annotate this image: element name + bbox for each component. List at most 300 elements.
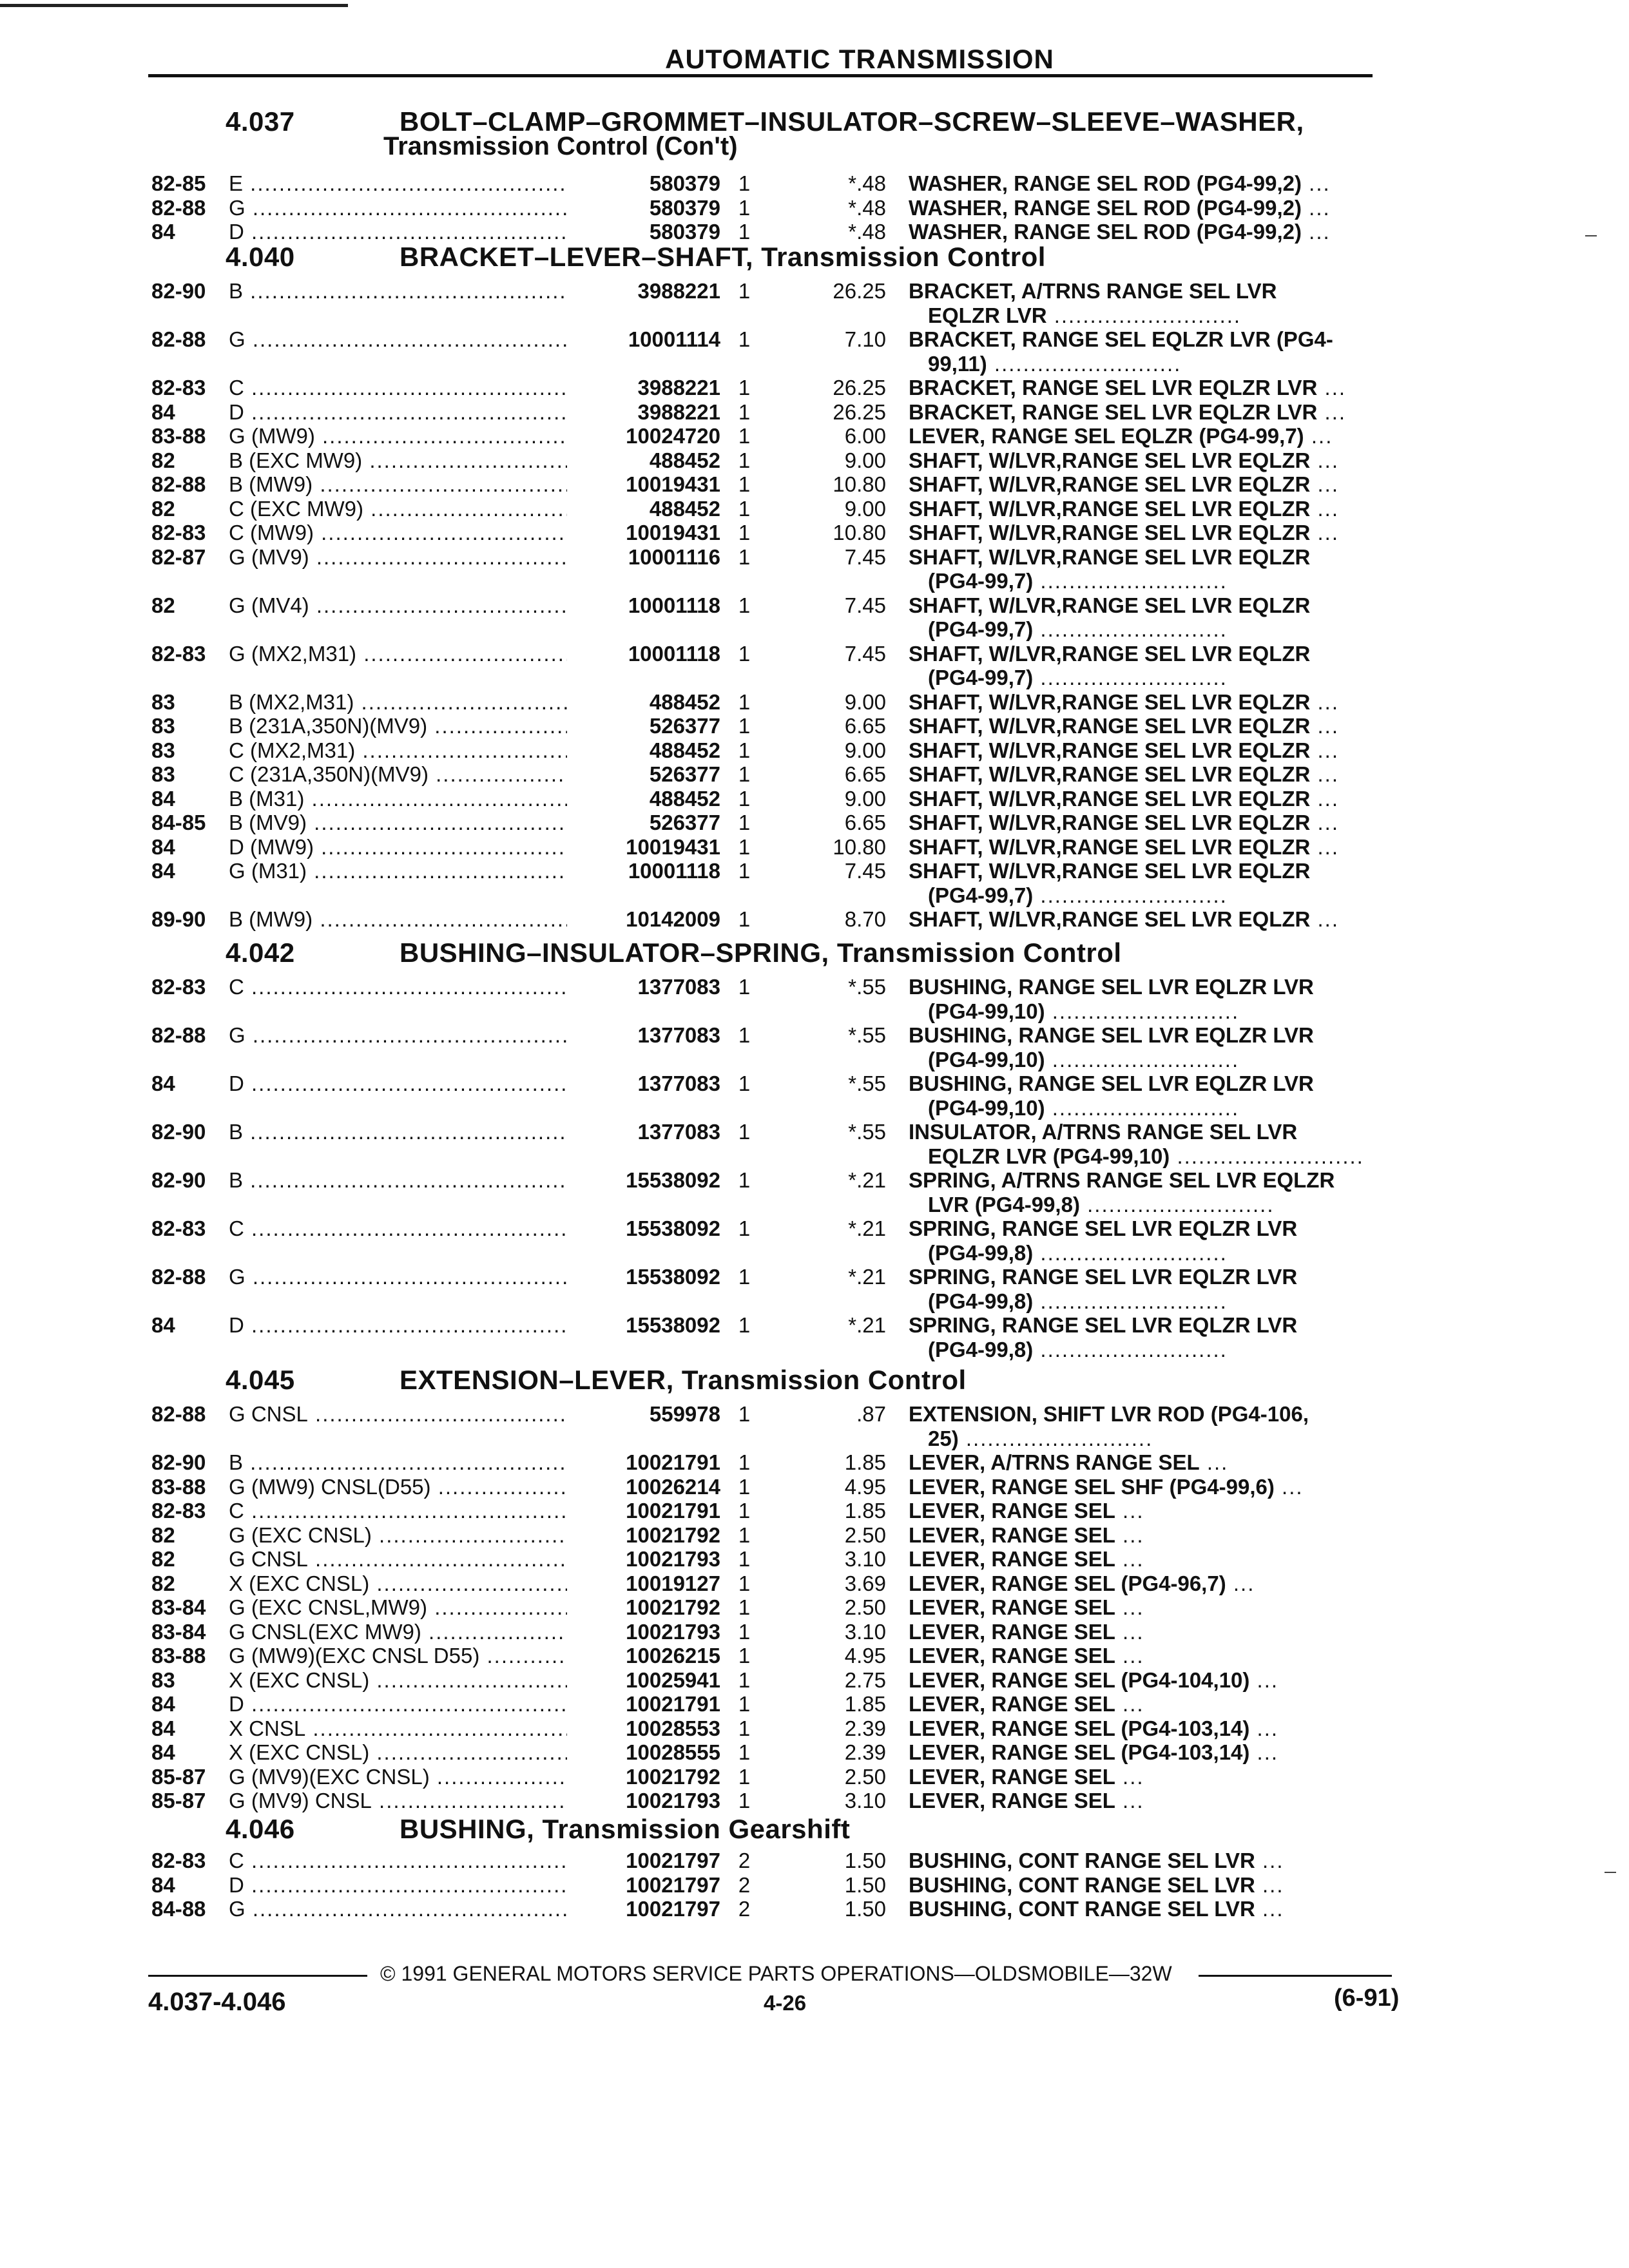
price: *.21 <box>848 1168 886 1192</box>
part-description <box>909 1595 1144 1620</box>
description-text: SPRING, RANGE SEL LVR EQLZR LVR <box>909 1313 1298 1337</box>
part-number: 10001118 <box>567 593 720 619</box>
part-description <box>909 375 1346 401</box>
parts-row <box>0 858 1629 884</box>
part-number: 1377083 <box>567 1071 720 1097</box>
body-code: B (MW9) ..... <box>229 907 577 932</box>
part-number: 10019431 <box>567 472 720 497</box>
part-number: 10021797 <box>567 1896 720 1922</box>
price: *.55 <box>848 1072 886 1095</box>
part-number: 10021793 <box>567 1788 720 1814</box>
body-code: B (231A,350N)(MV9) ..... <box>229 713 577 739</box>
leader-dots: ... <box>1302 195 1331 220</box>
description-text: (PG4-99,8) <box>928 1337 1034 1361</box>
quantity: 1 <box>738 448 751 472</box>
description-text: LEVER, RANGE SEL <box>909 1789 1115 1812</box>
price: 4.95 <box>844 1644 886 1667</box>
description-text: SPRING, RANGE SEL LVR EQLZR LVR <box>909 1265 1298 1289</box>
model-years: 82-83 <box>151 521 206 544</box>
leader-dots: ... <box>1310 714 1340 738</box>
body-code: C (MX2,M31) ..... <box>229 738 577 764</box>
description-text: INSULATOR, A/TRNS RANGE SEL LVR <box>909 1120 1298 1144</box>
part-description <box>909 1716 1278 1742</box>
part-number: 10001118 <box>567 641 720 667</box>
quantity: 1 <box>738 975 751 999</box>
price: 10.80 <box>833 472 886 496</box>
part-description <box>909 448 1339 474</box>
section-title: EXTENSION–LEVER, Transmission Control <box>400 1365 967 1395</box>
description-text: (PG4-99,10) <box>928 1095 1045 1120</box>
leader-dots: ... <box>1310 834 1340 859</box>
body-code: B (MX2,M31) ..... <box>229 689 577 715</box>
part-description <box>909 544 1310 570</box>
quantity: 1 <box>738 811 751 834</box>
price: 2.50 <box>844 1523 886 1547</box>
model-years: 84 <box>151 1740 175 1764</box>
price: 8.70 <box>844 907 886 931</box>
parts-row-continuation <box>0 1192 1629 1218</box>
part-number: 10021791 <box>567 1691 720 1717</box>
leader-dots: .......................... <box>1079 1192 1275 1216</box>
model-years: 82-83 <box>151 1849 206 1872</box>
price: 1.85 <box>844 1499 886 1523</box>
price: 26.25 <box>833 376 886 399</box>
model-years: 82-90 <box>151 1120 206 1144</box>
body-code: G ..... <box>229 1023 577 1048</box>
price: *.55 <box>848 1023 886 1047</box>
part-description <box>909 1474 1304 1500</box>
quantity: 1 <box>738 907 751 931</box>
leader-dots: .......................... <box>987 351 1182 376</box>
part-description-continued <box>928 1337 1228 1363</box>
price: 6.65 <box>844 762 886 786</box>
model-years: 83-88 <box>151 1644 206 1667</box>
model-years: 84-88 <box>151 1897 206 1921</box>
leader-dots: ... <box>1249 1667 1279 1692</box>
section-heading <box>226 1365 967 1396</box>
parts-row <box>0 472 1629 497</box>
description-text: SHAFT, W/LVR,RANGE SEL LVR EQLZR <box>909 593 1311 617</box>
model-years: 82 <box>151 448 175 472</box>
description-text: SHAFT, W/LVR,RANGE SEL LVR EQLZR <box>909 472 1311 496</box>
parts-row <box>0 375 1629 401</box>
leader-dots: ... <box>1310 448 1340 472</box>
model-years: 83 <box>151 762 175 786</box>
price: 1.85 <box>844 1692 886 1716</box>
footer-section-range: 4.037-4.046 <box>148 1988 286 2016</box>
body-code: D ..... <box>229 1691 577 1717</box>
section-subtitle: Transmission Control (Con't) <box>383 132 738 160</box>
quantity: 1 <box>738 1667 751 1692</box>
leader-dots: .......................... <box>1033 883 1228 907</box>
parts-row-continuation <box>0 568 1629 594</box>
model-years: 84 <box>151 1692 175 1716</box>
part-number: 10021792 <box>567 1764 720 1790</box>
quantity: 1 <box>738 1764 751 1789</box>
leader-dots: ... <box>1317 376 1347 399</box>
part-description <box>909 1764 1144 1790</box>
quantity: 1 <box>738 1595 751 1619</box>
body-code: G CNSL(EXC MW9) ..... <box>229 1619 577 1645</box>
leader-dots: ... <box>1310 472 1340 496</box>
body-code: G (MV9)(EXC CNSL) ..... <box>229 1764 577 1790</box>
body-code: B ..... <box>229 1168 577 1193</box>
description-text: LEVER, RANGE SEL (PG4-103,14) <box>909 1716 1250 1740</box>
section-heading <box>226 937 1122 968</box>
parts-row <box>0 448 1629 474</box>
description-text: 25) <box>928 1426 959 1450</box>
model-years: 82-83 <box>151 975 206 999</box>
price: 6.65 <box>844 714 886 738</box>
quantity: 1 <box>738 171 751 195</box>
price: 6.00 <box>844 424 886 448</box>
price: 6.65 <box>844 811 886 834</box>
quantity: 1 <box>738 1216 751 1240</box>
leader-dots: .......................... <box>1170 1144 1364 1168</box>
model-years: 82-88 <box>151 1265 206 1289</box>
model-years: 83 <box>151 714 175 738</box>
part-number: 3988221 <box>567 399 720 425</box>
part-number: 10028553 <box>567 1716 720 1742</box>
parts-row <box>0 1788 1629 1814</box>
price: 7.45 <box>844 859 886 883</box>
part-description <box>909 171 1331 197</box>
parts-row <box>0 1474 1629 1500</box>
section-title: BUSHING, Transmission Gearshift <box>400 1814 851 1844</box>
quantity: 1 <box>738 1547 751 1571</box>
part-description <box>909 1119 1297 1145</box>
parts-row <box>0 974 1629 1000</box>
description-text: WASHER, RANGE SEL ROD (PG4-99,2) <box>909 171 1302 195</box>
body-code: G (MX2,M31) ..... <box>229 641 577 667</box>
parts-row <box>0 1071 1629 1097</box>
part-number: 10001116 <box>567 544 720 570</box>
part-description <box>909 1667 1278 1693</box>
quantity: 1 <box>738 738 751 762</box>
leader-dots: ... <box>1249 1716 1279 1740</box>
price: 9.00 <box>844 786 886 811</box>
body-code: B (M31) ..... <box>229 786 577 812</box>
price: 9.00 <box>844 689 886 714</box>
description-text: 99,11) <box>928 351 987 376</box>
part-number: 15538092 <box>567 1216 720 1242</box>
part-number: 15538092 <box>567 1168 720 1193</box>
margin-mark <box>1605 1872 1616 1873</box>
leader-dots: .......................... <box>958 1426 1153 1450</box>
description-text: LEVER, RANGE SEL <box>909 1764 1115 1789</box>
part-description-continued <box>928 1240 1228 1266</box>
price: .87 <box>856 1402 886 1426</box>
description-text: BUSHING, CONT RANGE SEL LVR <box>909 1897 1255 1921</box>
leader-dots: .......................... <box>1045 1047 1240 1072</box>
part-description-continued <box>928 1095 1239 1121</box>
parts-row <box>0 278 1629 304</box>
leader-dots: ... <box>1115 1595 1144 1619</box>
description-text: LEVER, RANGE SEL <box>909 1644 1115 1667</box>
part-description-continued <box>928 303 1241 329</box>
parts-row-continuation <box>0 1095 1629 1121</box>
leader-dots: ... <box>1115 1547 1144 1571</box>
parts-row <box>0 1764 1629 1790</box>
part-number: 10021793 <box>567 1546 720 1572</box>
body-code: C (231A,350N)(MV9) ..... <box>229 762 577 787</box>
body-code: C ..... <box>229 974 577 1000</box>
body-code: G CNSL ..... <box>229 1546 577 1572</box>
parts-row <box>0 1023 1629 1048</box>
part-number: 10026214 <box>567 1474 720 1500</box>
model-years: 82-87 <box>151 544 206 569</box>
model-years: 84 <box>151 1716 175 1740</box>
footer-rule <box>148 1975 367 1977</box>
description-text: LEVER, RANGE SEL EQLZR (PG4-99,7) <box>909 424 1304 448</box>
part-description <box>909 399 1346 425</box>
description-text: BRACKET, A/TRNS RANGE SEL LVR <box>909 279 1277 303</box>
quantity: 1 <box>738 834 751 859</box>
leader-dots: ... <box>1115 1644 1144 1667</box>
part-description <box>909 1691 1144 1717</box>
part-description-continued <box>928 351 1181 377</box>
part-number: 488452 <box>567 786 720 812</box>
description-text: SHAFT, W/LVR,RANGE SEL LVR EQLZR <box>909 448 1311 472</box>
description-text: SHAFT, W/LVR,RANGE SEL LVR EQLZR <box>909 738 1311 762</box>
price: 3.10 <box>844 1619 886 1644</box>
part-description <box>909 1168 1335 1193</box>
parts-row-continuation <box>0 999 1629 1024</box>
quantity: 1 <box>738 195 751 220</box>
part-number: 10001114 <box>567 327 720 352</box>
quantity: 1 <box>738 1644 751 1667</box>
parts-row <box>0 834 1629 860</box>
parts-row <box>0 195 1629 221</box>
part-description <box>909 1619 1144 1645</box>
part-number: 488452 <box>567 448 720 474</box>
leader-dots: ... <box>1115 1499 1144 1523</box>
quantity: 1 <box>738 1168 751 1192</box>
parts-row <box>0 544 1629 570</box>
parts-row <box>0 1848 1629 1874</box>
part-description <box>909 689 1339 715</box>
quantity: 1 <box>738 1313 751 1337</box>
part-number: 10019431 <box>567 520 720 546</box>
part-number: 10019431 <box>567 834 720 860</box>
part-description-continued <box>928 1192 1275 1218</box>
price: 26.25 <box>833 399 886 424</box>
leader-dots: ... <box>1310 811 1340 834</box>
section-number: 4.040 <box>226 242 295 272</box>
description-text: LEVER, RANGE SEL <box>909 1523 1115 1547</box>
model-years: 85-87 <box>151 1789 206 1812</box>
part-description <box>909 1740 1278 1765</box>
model-years: 82 <box>151 593 175 617</box>
description-text: LEVER, RANGE SEL (PG4-96,7) <box>909 1571 1226 1595</box>
body-code: B ..... <box>229 278 577 304</box>
model-years: 83 <box>151 689 175 714</box>
price: *.48 <box>848 171 886 195</box>
part-description <box>909 1264 1297 1290</box>
parts-row <box>0 1740 1629 1765</box>
part-number: 488452 <box>567 496 720 522</box>
quantity: 1 <box>738 689 751 714</box>
part-number: 559978 <box>567 1401 720 1427</box>
part-number: 526377 <box>567 762 720 787</box>
description-text: LEVER, RANGE SEL <box>909 1619 1115 1644</box>
leader-dots: ... <box>1310 786 1340 811</box>
leader-dots: ... <box>1115 1619 1144 1644</box>
part-description <box>909 1848 1284 1874</box>
part-description <box>909 278 1277 304</box>
body-code: B ..... <box>229 1450 577 1475</box>
part-number: 10026215 <box>567 1643 720 1669</box>
part-description <box>909 1571 1255 1597</box>
part-number: 488452 <box>567 738 720 764</box>
parts-row <box>0 327 1629 352</box>
part-description <box>909 1312 1297 1338</box>
quantity: 1 <box>738 1474 751 1499</box>
price: 9.00 <box>844 496 886 521</box>
model-years: 82-83 <box>151 1499 206 1523</box>
leader-dots: ... <box>1255 1872 1284 1897</box>
section-number: 4.045 <box>226 1365 295 1395</box>
description-text: SHAFT, W/LVR,RANGE SEL LVR EQLZR <box>909 521 1311 544</box>
model-years: 83-88 <box>151 424 206 448</box>
leader-dots: ... <box>1255 1897 1284 1921</box>
body-code: C (EXC MW9) ..... <box>229 496 577 522</box>
leader-dots: .......................... <box>1033 1289 1228 1313</box>
parts-row-continuation <box>0 1047 1629 1073</box>
quantity: 1 <box>738 424 751 448</box>
description-text: BUSHING, CONT RANGE SEL LVR <box>909 1872 1255 1897</box>
quantity: 2 <box>738 1872 751 1897</box>
body-code: B (EXC MW9) ..... <box>229 448 577 474</box>
leader-dots: ... <box>1310 907 1340 931</box>
leader-dots: ... <box>1255 1849 1284 1872</box>
part-number: 3988221 <box>567 375 720 401</box>
leader-dots: ... <box>1317 399 1347 424</box>
part-number: 1377083 <box>567 1023 720 1048</box>
quantity: 1 <box>738 1740 751 1764</box>
parts-row <box>0 1523 1629 1548</box>
part-description <box>909 496 1339 522</box>
model-years: 84 <box>151 220 175 244</box>
price: 7.45 <box>844 544 886 569</box>
part-description <box>909 1071 1314 1097</box>
quantity: 1 <box>738 786 751 811</box>
body-code: B (MV9) ..... <box>229 810 577 836</box>
parts-row <box>0 1119 1629 1145</box>
quantity: 1 <box>738 641 751 666</box>
parts-row <box>0 1450 1629 1475</box>
part-description <box>909 219 1331 245</box>
parts-row <box>0 641 1629 667</box>
part-description-continued <box>928 568 1228 594</box>
price: *.21 <box>848 1265 886 1289</box>
quantity: 1 <box>738 1619 751 1644</box>
leader-dots: .......................... <box>1033 1240 1228 1265</box>
leader-dots: .......................... <box>1033 1337 1228 1361</box>
description-text: LEVER, RANGE SEL (PG4-103,14) <box>909 1740 1250 1764</box>
body-code: C (MW9) ..... <box>229 520 577 546</box>
part-number: 10021793 <box>567 1619 720 1645</box>
part-description <box>909 472 1339 497</box>
price: 10.80 <box>833 834 886 859</box>
leader-dots: ... <box>1302 220 1331 244</box>
model-years: 84-85 <box>151 811 206 834</box>
description-text: BRACKET, RANGE SEL LVR EQLZR LVR <box>909 376 1318 399</box>
price: 1.50 <box>844 1897 886 1921</box>
part-number: 10028555 <box>567 1740 720 1765</box>
description-text: (PG4-99,8) <box>928 1240 1034 1265</box>
parts-row <box>0 738 1629 764</box>
part-description <box>909 423 1333 449</box>
leader-dots: .......................... <box>1033 569 1228 593</box>
quantity: 1 <box>738 496 751 521</box>
part-description-continued <box>928 665 1228 691</box>
parts-row <box>0 1896 1629 1922</box>
part-description <box>909 327 1333 352</box>
leader-dots: ... <box>1310 738 1340 762</box>
quantity: 1 <box>738 1023 751 1047</box>
parts-row-continuation <box>0 1337 1629 1363</box>
footer-page-number: 4-26 <box>764 1991 807 2015</box>
parts-row <box>0 219 1629 245</box>
leader-dots: ... <box>1249 1740 1279 1764</box>
description-text: WASHER, RANGE SEL ROD (PG4-99,2) <box>909 220 1302 244</box>
parts-row <box>0 810 1629 836</box>
body-code: E ..... <box>229 171 577 197</box>
description-text: SHAFT, W/LVR,RANGE SEL LVR EQLZR <box>909 762 1311 786</box>
part-number: 526377 <box>567 713 720 739</box>
model-years: 84 <box>151 1313 175 1337</box>
description-text: LEVER, RANGE SEL <box>909 1547 1115 1571</box>
model-years: 84 <box>151 1072 175 1095</box>
part-description-continued <box>928 999 1239 1024</box>
parts-row <box>0 1216 1629 1242</box>
description-text: (PG4-99,10) <box>928 1047 1045 1072</box>
price: 7.10 <box>844 327 886 351</box>
quantity: 1 <box>738 859 751 883</box>
part-number: 15538092 <box>567 1312 720 1338</box>
leader-dots: .......................... <box>1045 1095 1240 1120</box>
parts-row <box>0 1168 1629 1193</box>
description-text: SPRING, A/TRNS RANGE SEL LVR EQLZR <box>909 1168 1335 1192</box>
description-text: LEVER, RANGE SEL <box>909 1692 1115 1716</box>
body-code: G (EXC CNSL) ..... <box>229 1523 577 1548</box>
model-years: 82-83 <box>151 376 206 399</box>
body-code: C ..... <box>229 375 577 401</box>
model-years: 83-88 <box>151 1474 206 1499</box>
leader-dots: ... <box>1310 689 1340 714</box>
part-number: 10019127 <box>567 1571 720 1597</box>
leader-dots: .......................... <box>1046 303 1242 327</box>
model-years: 82 <box>151 1571 175 1595</box>
model-years: 83-84 <box>151 1619 206 1644</box>
part-description-continued <box>928 617 1228 642</box>
part-number: 580379 <box>567 219 720 245</box>
description-text: BUSHING, RANGE SEL LVR EQLZR LVR <box>909 1023 1314 1047</box>
part-description <box>909 1896 1284 1922</box>
description-text: SHAFT, W/LVR,RANGE SEL LVR EQLZR <box>909 496 1311 521</box>
body-code: G CNSL ..... <box>229 1401 577 1427</box>
quantity: 1 <box>738 472 751 496</box>
price: 3.10 <box>844 1547 886 1571</box>
parts-row <box>0 1571 1629 1597</box>
price: 2.39 <box>844 1716 886 1740</box>
parts-row <box>0 1312 1629 1338</box>
part-description <box>909 1523 1144 1548</box>
parts-row <box>0 689 1629 715</box>
price: 10.80 <box>833 521 886 544</box>
body-code: D ..... <box>229 1312 577 1338</box>
